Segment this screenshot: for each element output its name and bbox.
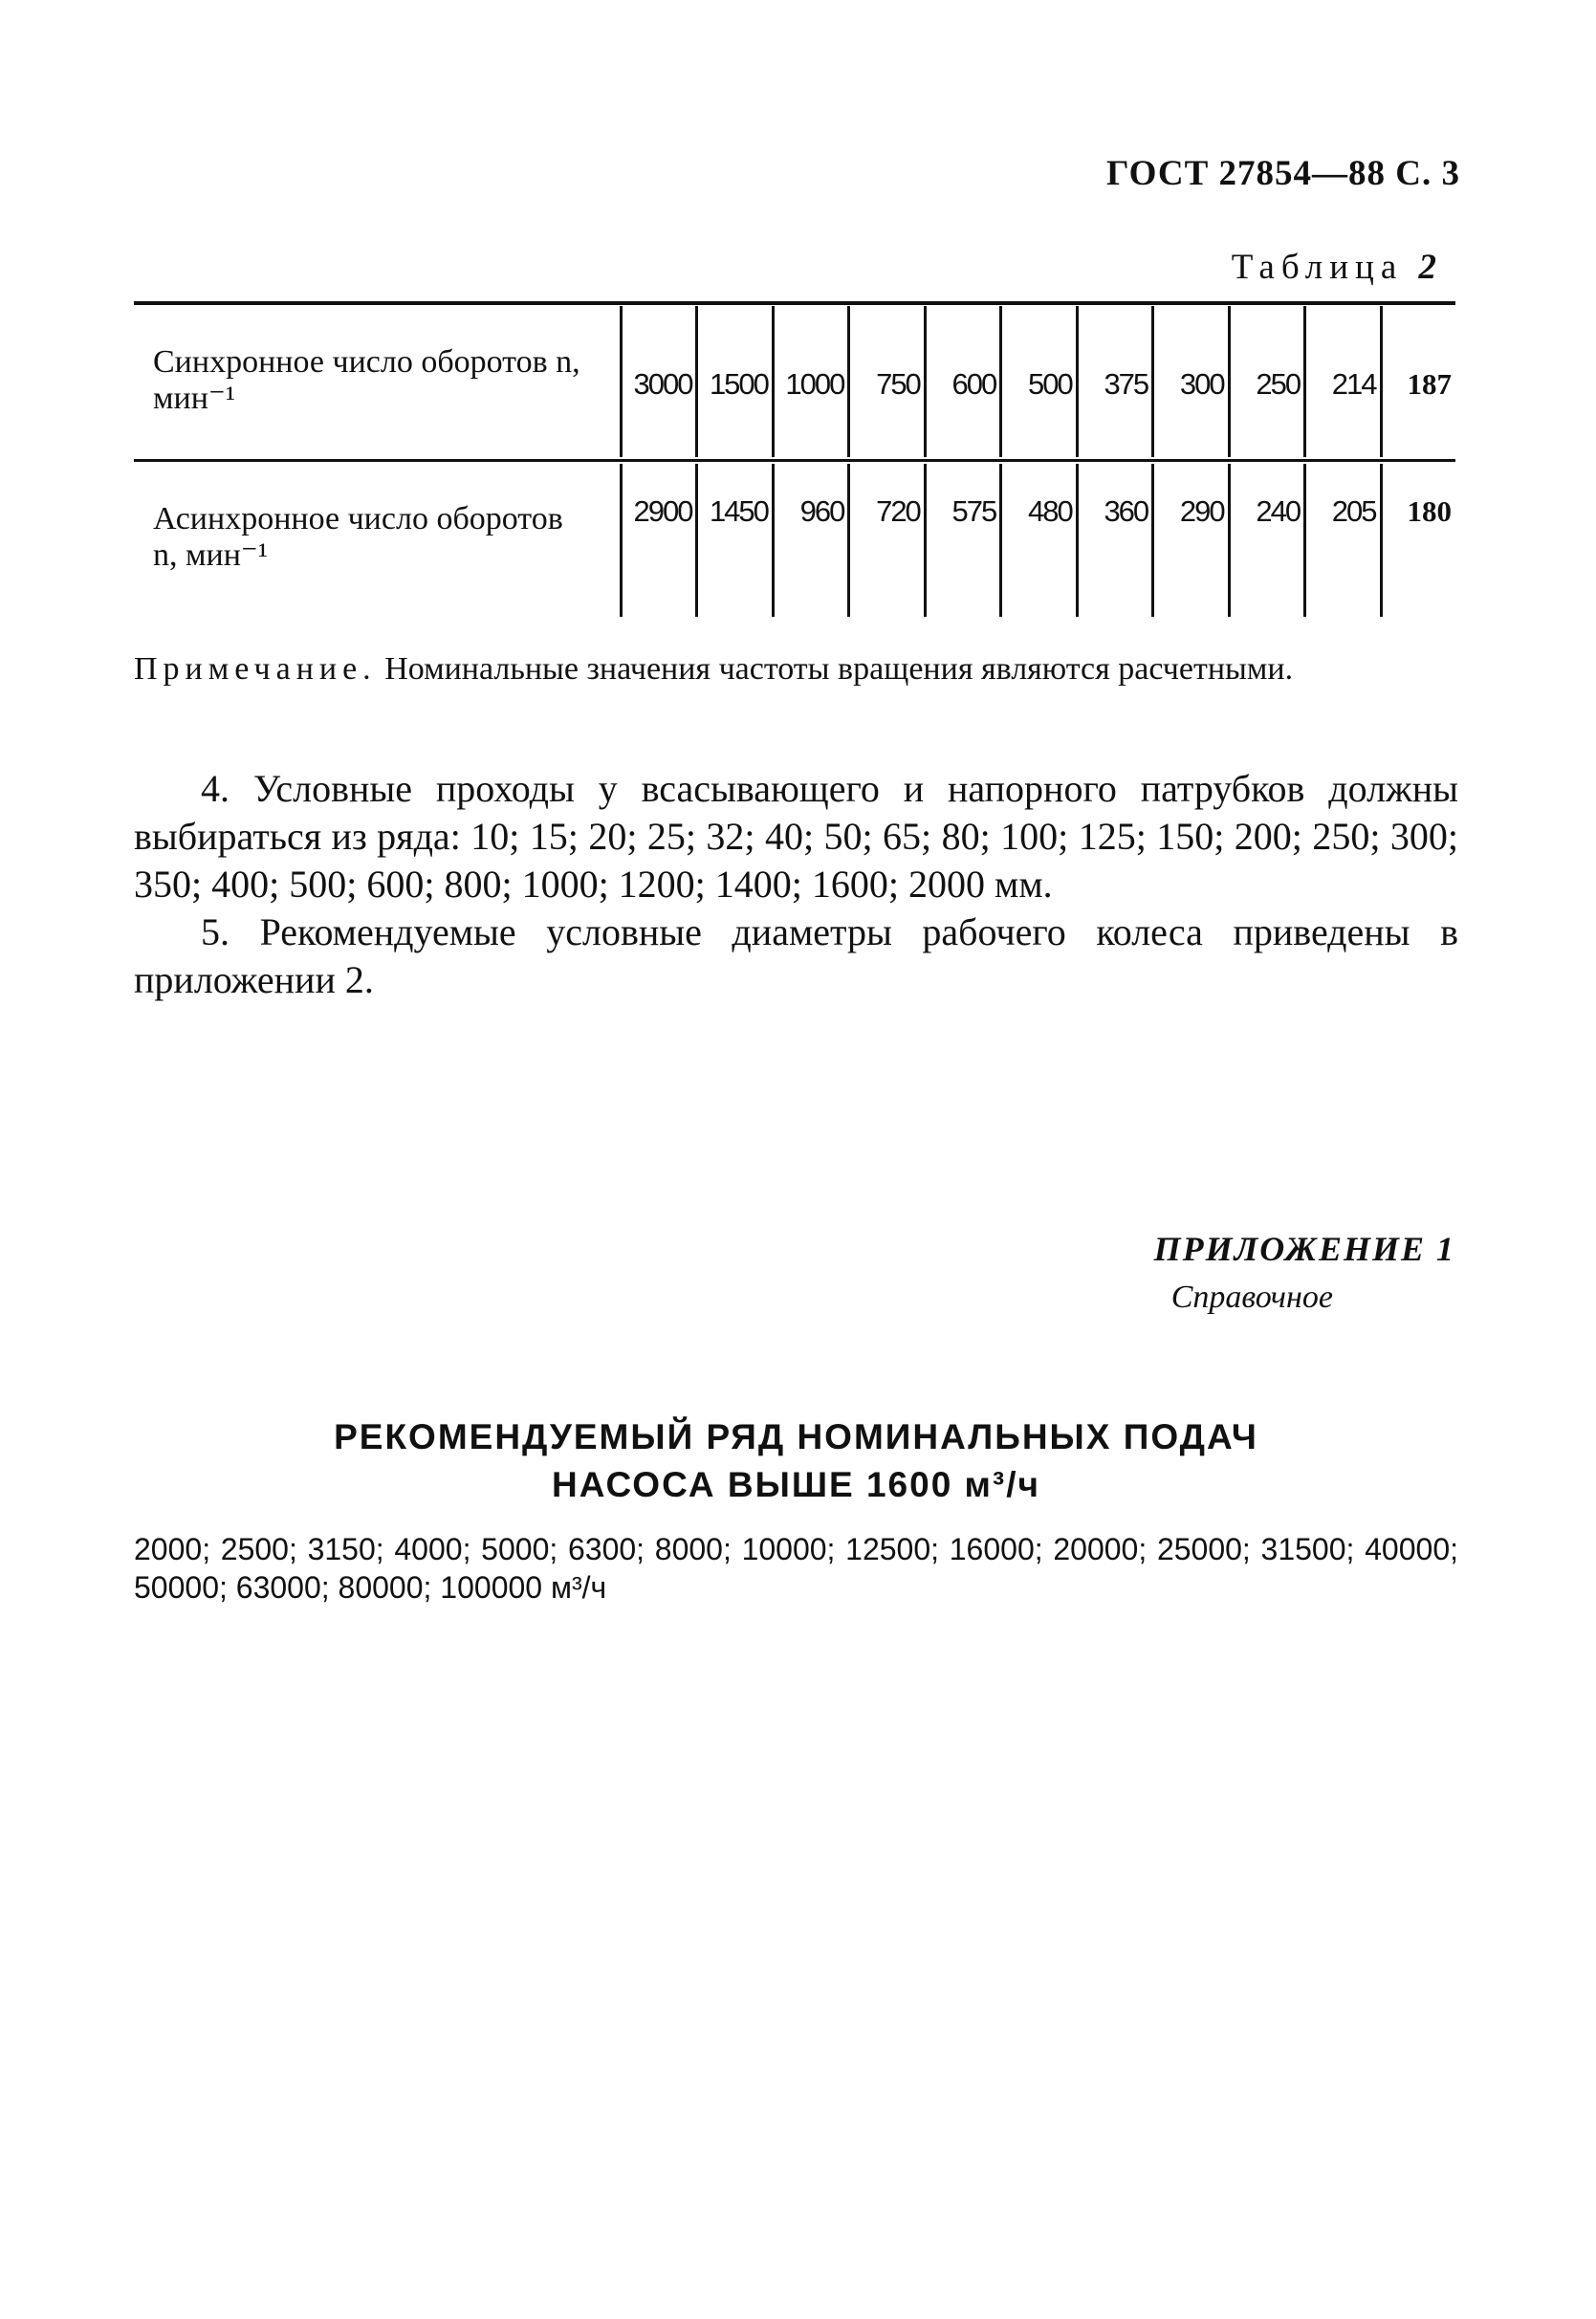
table-cell: 214	[1303, 306, 1379, 457]
table-note	[134, 648, 1458, 690]
table-cell: 1500	[695, 306, 771, 457]
table-row-1	[620, 306, 1455, 457]
table-cell: 187	[1380, 306, 1455, 457]
body-paragraphs	[134, 765, 1458, 1004]
table-cell: 205	[1303, 464, 1379, 617]
paragraph-5: 5. Рекомендуемые условные диаметры рабочего колеса приведены в приложении 2.	[134, 910, 1458, 1001]
table-cell: 180	[1380, 464, 1455, 617]
table-cell: 720	[847, 464, 923, 617]
note-prefix: Примечание.	[134, 651, 377, 687]
table-row-1-label: Синхронное число оборотов n, мин⁻¹	[153, 344, 580, 416]
table-cell: 960	[772, 464, 847, 617]
table-cell: 2900	[620, 464, 695, 617]
table-cell: 575	[924, 464, 999, 617]
table-cell: 250	[1228, 306, 1303, 457]
table-cell: 360	[1076, 464, 1151, 617]
appendix-label: ПРИЛОЖЕНИЕ 1	[1153, 1230, 1455, 1268]
table-cell: 600	[924, 306, 999, 457]
table-cell: 750	[847, 306, 923, 457]
table-cell: 300	[1151, 306, 1227, 457]
paragraph-4: 4. Условные проходы у всасывающего и напорного патрубков должны выбираться из ряда: 10; 15; 20; 25; 32; 40; 50; 65; 80; 100; 125; 150; 200; 250; 300; 350; 400; 500; 600; 800; 1000; 1200; 1400; 1600; 2000 мм.	[134, 767, 1458, 906]
table-top-rule	[134, 301, 1455, 305]
table-cell: 1000	[772, 306, 847, 457]
table-row-2-label: Асинхронное число оборотов n, мин⁻¹	[153, 501, 563, 573]
appendix-series: 2000; 2500; 3150; 4000; 5000; 6300; 8000; 10000; 12500; 16000; 20000; 25000; 31500; 40000; 50000; 63000; 80000; 100000 м³/ч	[134, 1532, 1458, 1605]
table-cell: 1450	[695, 464, 771, 617]
table-caption-number: 2	[1418, 248, 1443, 287]
appendix-title-line-1: РЕКОМЕНДУЕМЫЙ РЯД НОМИНАЛЬНЫХ ПОДАЧ	[334, 1417, 1258, 1456]
appendix-type: Справочное	[1170, 1280, 1333, 1315]
appendix-title-line-2: НАСОСА ВЫШЕ 1600 м³/ч	[551, 1465, 1041, 1504]
table-caption	[1232, 247, 1443, 288]
page-header: ГОСТ 27854—88 С. 3	[1106, 154, 1460, 193]
table-cell: 500	[999, 306, 1075, 457]
table-row-2	[620, 464, 1455, 617]
table-caption-word: Таблица	[1231, 248, 1404, 287]
note-text: Номинальные значения частоты вращения являются расчетными.	[384, 651, 1294, 687]
table-cell: 375	[1076, 306, 1151, 457]
table-cell: 480	[999, 464, 1075, 617]
appendix-title	[134, 1413, 1458, 1509]
table-cell: 290	[1151, 464, 1227, 617]
table-cell: 240	[1228, 464, 1303, 617]
table-row-divider	[134, 459, 1455, 462]
table-cell: 3000	[620, 306, 695, 457]
